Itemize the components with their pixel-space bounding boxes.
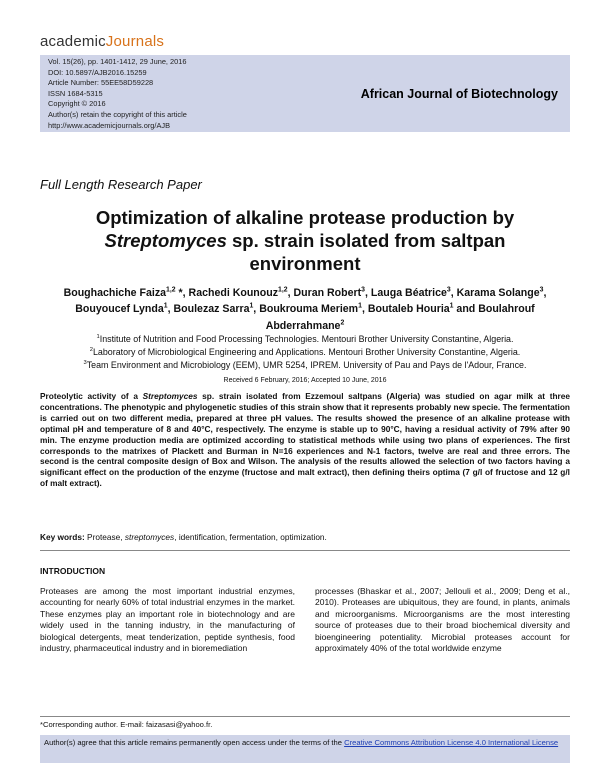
meta-rights: Author(s) retain the copyright of this article [48, 109, 187, 119]
meta-issn: ISSN 1684-5315 [48, 88, 103, 98]
affiliation-3: $^3$Team Environment and Microbiology (EEM), UMR 5254, IPREM. University of Pau and Pays de l'Adour, France. [83, 359, 527, 370]
logo-academic: academic [40, 33, 106, 50]
meta-volume: Vol. 15(26), pp. 1401-1412, 29 June, 2016 [48, 57, 187, 66]
author: Boulahrouf Abderrahmane$^2$ [265, 303, 535, 332]
corresponding-author: *Corresponding author. E-mail: faizasasi@yahoo.fr. [40, 720, 213, 729]
keywords: Key words: Protease, streptomyces, identification, fermentation, optimization. [40, 532, 327, 542]
title-line-3: environment [249, 253, 361, 274]
author: Boulezaz Sarra$^1$, [173, 302, 257, 316]
keywords-label: Key words: [40, 532, 85, 542]
meta-article-number: Article Number: 55EE58D59228 [48, 78, 154, 88]
title-genus: Streptomyces [104, 230, 227, 251]
footnote-divider [40, 716, 570, 717]
author: Lauga Béatrice$^3$, [370, 286, 454, 299]
author: Boukrouma Meriem$^1$, [259, 302, 365, 316]
divider [40, 550, 570, 551]
body-column-right: processes (Bhaskar et al., 2007; Jellouli et al., 2009; Deng et al., 2010). Proteases are ubiquitous, they are found, in plants, animals and microorganisms. Microorganisms are the most interesting source of proteases due to their broad biochemical diversity and bioengineering potentiality. Microbial proteases account for approximately 40% of the total worldwide enzyme [315, 586, 570, 654]
author: Boutaleb Houria$^1$ and [367, 302, 476, 316]
license-statement: Author(s) agree that this article remains permanently open access under the terms of the Creative Commons Attribution License 4.0 International License [44, 738, 559, 747]
author: Duran Robert$^3$, [293, 286, 368, 299]
logo-journals: Journals [105, 33, 165, 50]
meta-copyright: Copyright © 2016 [48, 99, 106, 109]
title-line-2-rest: sp. strain isolated from saltpan [226, 230, 506, 251]
received-dates: Received 6 February, 2016; Accepted 10 June, 2016 [223, 377, 387, 384]
paper-type: Full Length Research Paper [40, 177, 202, 192]
author: Rachedi Kounouz$^{1,2}$, [188, 286, 291, 299]
meta-url[interactable]: http://www.academicjournals.org/AJB [48, 120, 170, 130]
journal-name: African Journal of Biotechnology [360, 87, 558, 101]
publisher-logo [40, 33, 164, 50]
journal-header-band [40, 55, 570, 132]
affiliations [40, 332, 570, 371]
author: Karama Solange$^3$, [456, 286, 547, 299]
affiliation-2: $^2$Laboratory of Microbiological Engineering and Applications. Mentouri Brother University Constantine, Algeria. [89, 346, 521, 357]
title-line-1: Optimization of alkaline protease production by [95, 207, 515, 228]
author-list [40, 283, 570, 333]
abstract: Proteolytic activity of a Streptomyces sp. strain isolated from Ezzemoul saltpans (Algeria) was studied on agar milk at three concentrations. The phenotypic and phylogenetic studies of this strain show that it represents probably new specie. The fermentation is carried out on two different media, prepared at three pH values. The results showed the presence of an alkaline protease with optimal pH and temperature of 8 and 40°C, respectively. The enzyme is stable up to 90°C, having a residual activity of 79% after 90 min. The enzyme production media are optimized according to statistical methods while using two plans of experiences. The first corresponds to the matrixes of Plackett and Burman in N=16 experiences and N-1 factors, twelve are real and three errors. The second is the central composite design of Box and Wilson. The analysis of the results allowed the selection of two factors having a significant effect on the production of the enzyme (fructose and malt extract), then defining theirs optima (7 g/l of fructose and 12 g/l of malt extract). [40, 391, 570, 489]
license-link[interactable]: Creative Commons Attribution License 4.0 International License [344, 738, 559, 747]
body-column-left: Proteases are among the most important industrial enzymes, accounting for nearly 60% of total industrial enzymes in the market. These enzymes play an important role in biotechnology and are widely used in the tanning industry, in the manufacturing of biological detergents, meat tenderization, peptide synthesis, food industry, pharmaceutical industry and in bioremediation [40, 586, 295, 654]
article-meta [48, 57, 187, 131]
author: Bouyoucef Lynda$^1$, [75, 302, 171, 316]
affiliation-1: $^1$Institute of Nutrition and Food Processing Technologies. Mentouri Brother University Constantine, Algeria. [96, 333, 514, 344]
title-line-2 [40, 229, 570, 252]
author: Boughachiche Faiza$^{1,2}$ *, [63, 286, 186, 299]
section-heading-introduction: INTRODUCTION [40, 566, 106, 576]
meta-doi: DOI: 10.5897/AJB2016.15259 [48, 67, 147, 77]
abstract-genus: Streptomyces [142, 391, 198, 401]
paper-title [40, 206, 570, 275]
